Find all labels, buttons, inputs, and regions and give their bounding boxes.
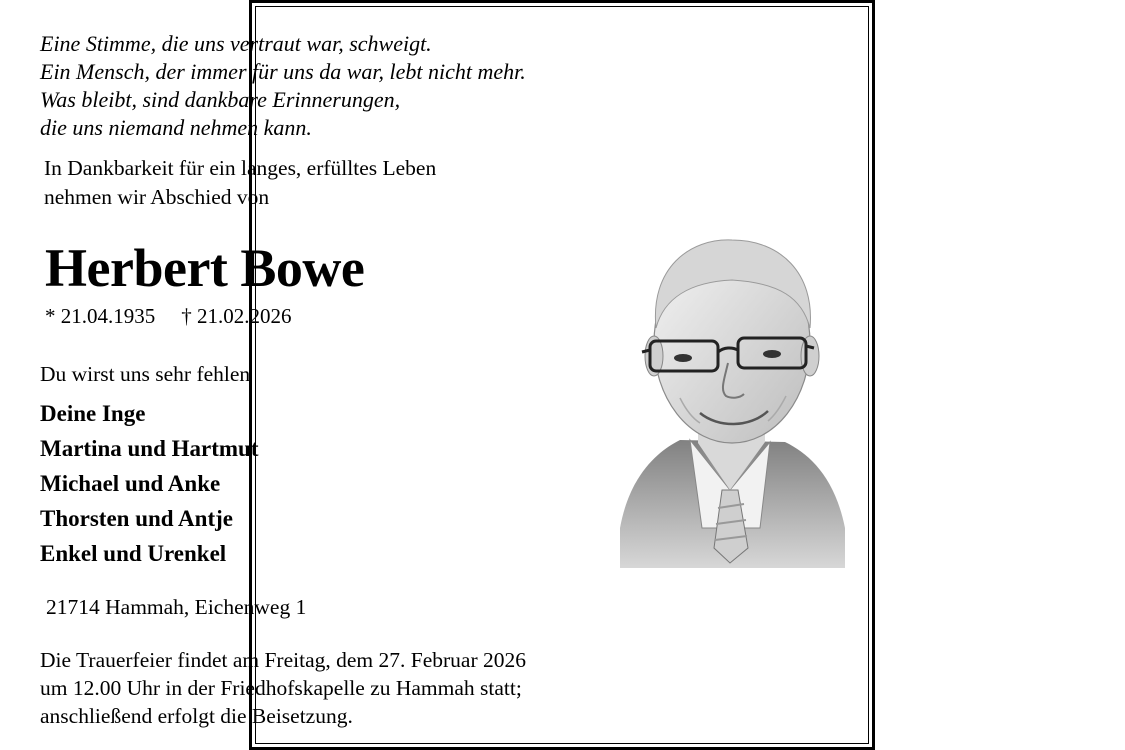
life-dates	[45, 302, 292, 330]
ceremony-line: Die Trauerfeier findet am Freitag, dem 27. Februar 2026	[40, 648, 527, 672]
mourners-list	[40, 396, 259, 571]
ceremony-line: um 12.00 Uhr in der Friedhofskapelle zu Hammah statt;	[40, 676, 522, 700]
mourner-name: Enkel und Urenkel	[40, 541, 227, 566]
intro-line: In Dankbarkeit für ein langes, erfülltes Leben	[44, 156, 437, 180]
ceremony-line: anschließend erfolgt die Beisetzung.	[40, 704, 353, 728]
address: 21714 Hammah, Eichenweg 1	[46, 595, 307, 619]
death-date: † 21.02.2026	[181, 304, 292, 328]
ceremony-info	[40, 646, 526, 730]
mourner-name: Deine Inge	[40, 401, 146, 426]
intro-line: nehmen wir Abschied von	[44, 185, 270, 209]
deceased-name: Herbert Bowe	[45, 238, 365, 298]
portrait-photo	[620, 228, 845, 568]
poem-line: die uns niemand nehmen kann.	[40, 115, 312, 140]
poem-line: Was bleibt, sind dankbare Erinnerungen,	[40, 87, 401, 112]
intro-text	[44, 154, 436, 212]
birth-date: * 21.04.1935	[45, 304, 156, 328]
poem	[40, 30, 526, 142]
poem-line: Ein Mensch, der immer für uns da war, lebt nicht mehr.	[40, 59, 526, 84]
mourner-name: Thorsten und Antje	[40, 506, 233, 531]
farewell-heading: Du wirst uns sehr fehlen	[40, 362, 251, 386]
poem-line: Eine Stimme, die uns vertraut war, schweigt.	[40, 31, 432, 56]
mourner-name: Martina und Hartmut	[40, 436, 259, 461]
mourner-name: Michael und Anke	[40, 471, 221, 496]
